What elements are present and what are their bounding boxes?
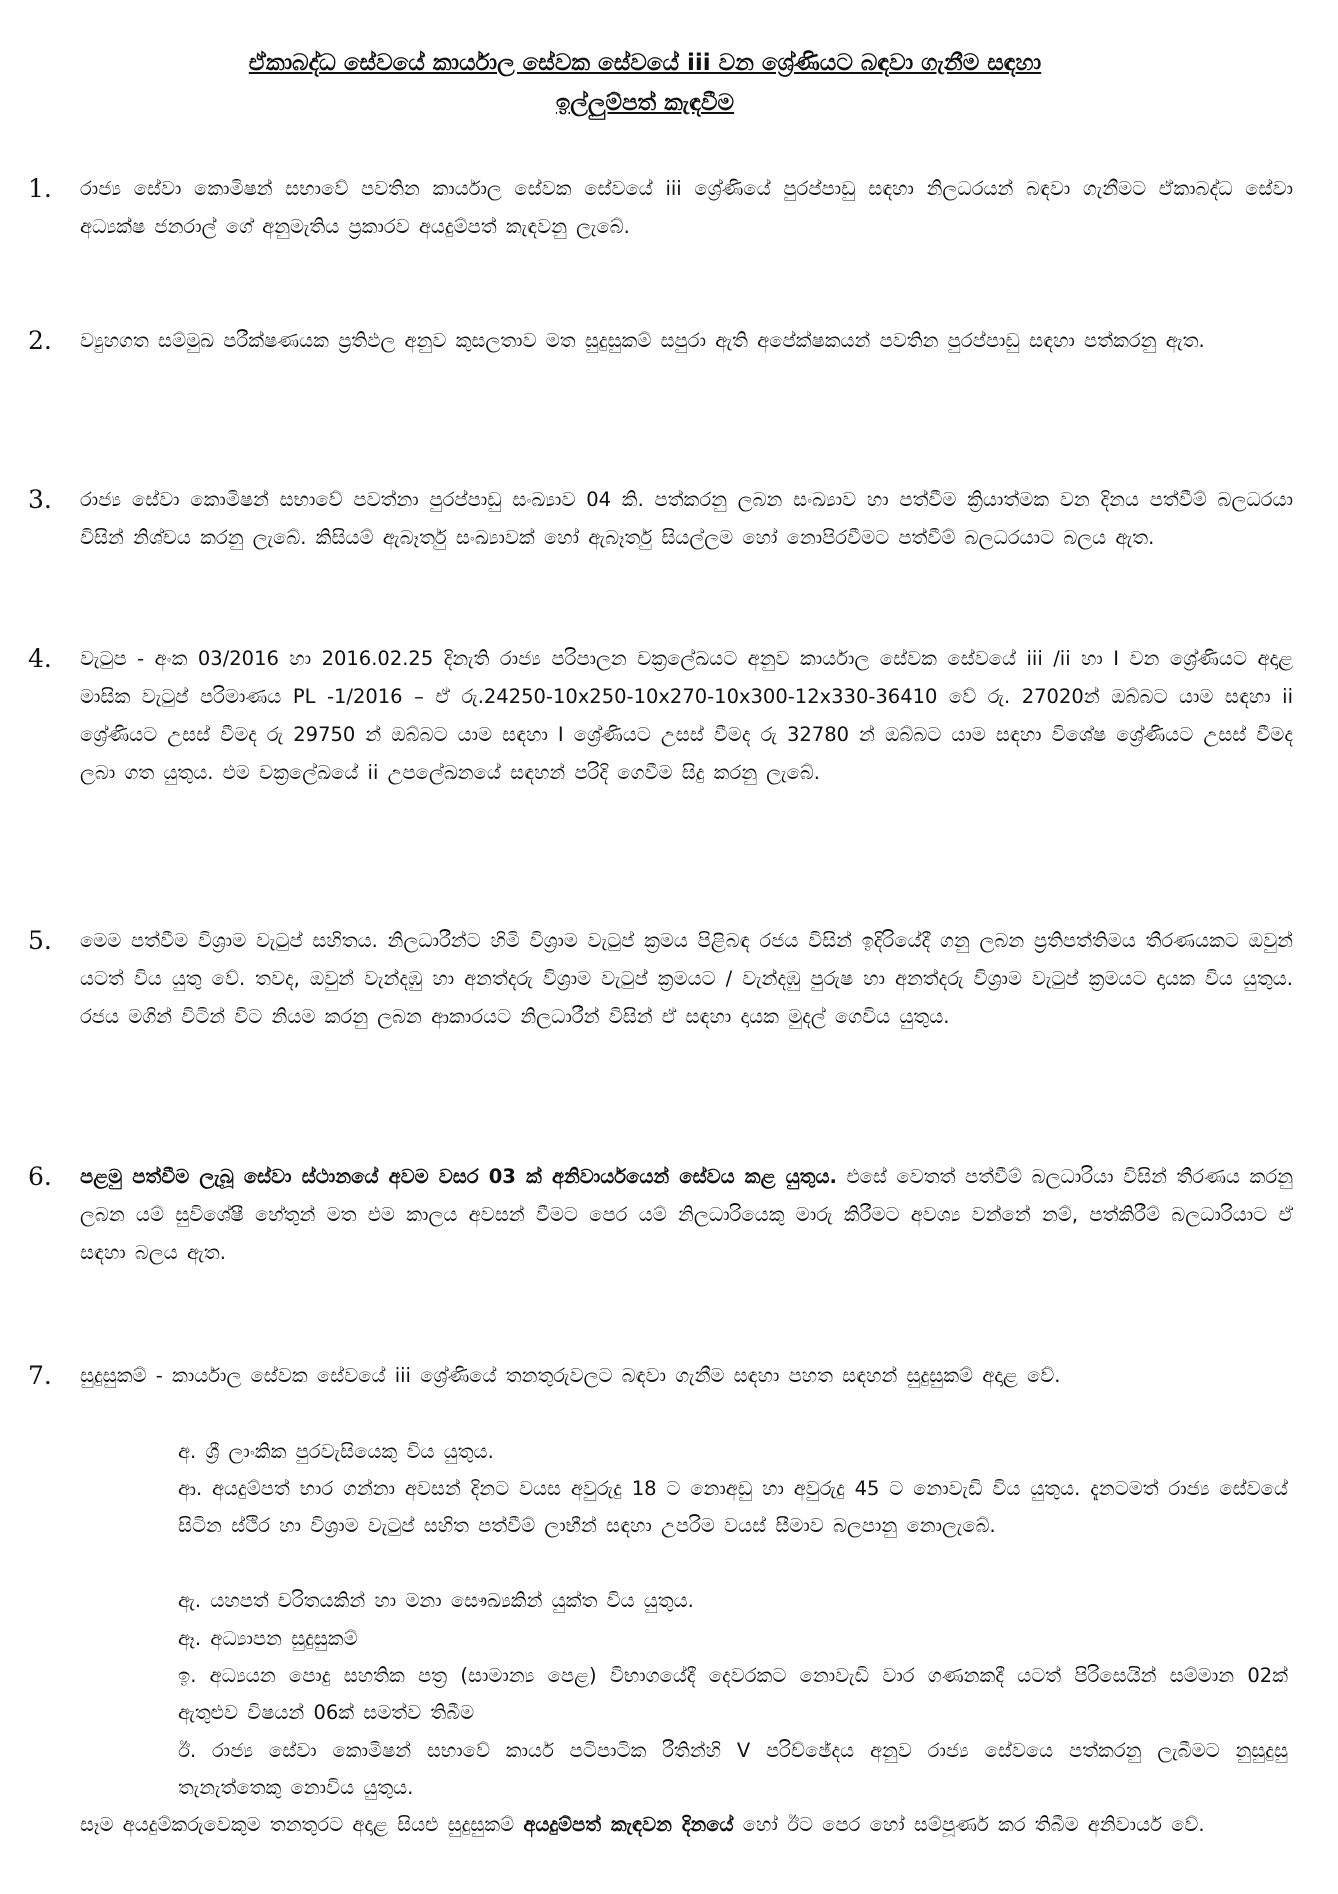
- section-number: 1.: [28, 174, 52, 203]
- section-number: 5.: [28, 926, 52, 955]
- closing-emphasis: අයදුම්පත් කැඳවන දිනයේ: [523, 1813, 734, 1836]
- section-3: [28, 481, 1293, 557]
- section-number: 7.: [28, 1361, 52, 1390]
- section-4: [28, 640, 1293, 792]
- document-title-line-2: ඉල්ලුම්පත් කැඳවීම: [555, 90, 735, 116]
- section-text: සුදුසුකම් - කාර්යාල සේවක සේවයේ iii ශ්‍රේණියේ තනතුරුවලට බඳවා ගැනීම සඳහා පහත සඳහන් සුදුසුකම් අදාළ වේ.: [80, 1364, 1061, 1387]
- qualification-i: ඉ. අධ්‍යයන පොදු සහතික පත්‍ර (සාමාන්‍ය පෙළ) විභාගයේදී දෙවරකට නොවැඩි වාර ගණනකදී යටත් පිරිසෙයින් සම්මාන 02ක් ඇතුළුව විෂයන් 06ක් සමත්ව තිබීම: [178, 1664, 1288, 1724]
- section-text: වැටුප - අංක 03/2016 හා 2016.02.25 දිනැති රාජ්‍ය පරිපාලන චක්‍රලේඛයට අනුව කාර්යාල සේවක සේවයේ iii /ii හා I වන ශ්‍රේණියට අදාළ මාසික වැටුප් පරිමාණය PL -1/2016 – ඒ රු.24250-10x250-10x270-10x300-12x330-36410 වේ රු. 27020න් ඔබ්බට යාම සඳහා ii ශ්‍රේණියට උසස් වීමද රු 29750 න් ඔබ්බට යාම සඳහා I ශ්‍රේණියට උසස් වීමද රු 32780 න් ඔබ්බට යාම සඳහා විශේෂ ශ්‍රේණියට උසස් වීමද ලබා ගත යුතුය. එම චක්‍රලේඛයේ ii උපලේඛනයේ සඳහන් පරිදි ගෙවීම සිදු කරනු ලැබේ.: [80, 647, 1293, 784]
- section-text: රාජ්‍ය සේවා කොමිෂන් සභාවේ පවත්නා පුරප්පාඩු සංඛ්‍යාව 04 කි. පත්කරනු ලබන සංඛ්‍යාව හා පත්වීම ක්‍රියාත්මක වන දිනය පත්වීම් බලධරයා විසින් නිශ්චය කරනු ලැබේ. කිසියම් ඇබෑර්තු සංඛ්‍යාවක් හෝ ඇබෑර්තු සියල්ලම හෝ නොපිරවීමට පත්වීම් බලධරයාට බලය ඇත.: [80, 488, 1293, 549]
- qualification-ae: ඇ. යහපත් චරිතයකින් හා මනා සෞඛ්‍යකින් යුක්ත විය යුතුය.: [178, 1589, 694, 1612]
- qualification-aa: ආ. අයදුම්පත් භාර ගන්නා අවසන් දිනට වයස අවුරුදු 18 ට නොඅඩු හා අවුරුදු 45 ට නොවැඩි විය යුතුය. දැනටමත් රාජ්‍ය සේවයේ සිටින ස්ථිර හා විශ්‍රාම වැටුප් සහිත පත්වීම් ලාභීන් සඳහා උපරිම වයස් සීමාව බලපානු නොලැබේ.: [178, 1477, 1288, 1537]
- section-1: [28, 170, 1293, 246]
- section-7: [28, 1357, 1293, 1395]
- closing-text-end: හෝ ඊට පෙර හෝ සම්පූර්ණ කර තිබීම අනිවාර්ය වේ.: [733, 1813, 1205, 1836]
- mandatory-service-notice: පළමු පත්වීම ලැබූ සේවා ස්ථානයේ අවම වසර 03 ක් අනිවාර්යයෙන් සේවය කළ යුතුය.: [80, 1165, 837, 1188]
- section-text: ව්‍යුහගත සම්මුඛ පරීක්ෂණයක ප්‍රතිඵල අනුව කුසලතාව මත සුදුසුකම් සපුරා ඇති අපේක්ෂකයන් පවතින පුරප්පාඩු සඳහා පත්කරනු ඇත.: [80, 329, 1205, 352]
- qualification-ii: ඊ. රාජ්‍ය සේවා කොමිෂන් සභාවේ කාර්ය පටිපාටික රීතින්හි V පරිච්ඡේදය අනුව රාජ්‍ය සේවයෙ පත්කරනු ලැබීමට නුසුදුසු තැනැත්තෙකු නොවිය යුතුය.: [178, 1739, 1288, 1799]
- section-5: [28, 922, 1293, 1036]
- section-number: 4.: [28, 644, 52, 673]
- document-title-line-1: ඒකාබද්ධ සේවයේ කාර්යාල සේවක සේවයේ iii වන ශ්‍රේණියට බඳවා ගැනීම සඳහා: [248, 50, 1042, 76]
- section-number: 2.: [28, 326, 52, 355]
- closing-text-start: සෑම අයදුම්කරුවෙකුම තනතුරට අදාළ සියළු සුදුසුකම්: [80, 1813, 524, 1836]
- qualification-a: අ. ශ්‍රී ලාංකික පුරවැසියෙකු විය යුතුය.: [178, 1440, 494, 1463]
- section-number: 6.: [28, 1162, 52, 1191]
- section-text: [80, 1158, 1293, 1272]
- section-text-rest: එසේ වෙතත් පත්වීම් බලධාරියා විසින් තීරණය කරනු ලබන යම් සුවිශේෂී හේතුන් මත එම කාලය අවසන් වීමට පෙර යම් නිලධාරියෙකු මාරු කිරීමට අවශ්‍ය වන්නේ නම්, පත්කිරීම් බලධාරියාට ඒ සඳහා බලය ඇත.: [80, 1165, 1293, 1264]
- closing-note: [80, 1806, 1292, 1844]
- section-2: [28, 322, 1293, 360]
- section-6: [28, 1158, 1293, 1272]
- section-text: රාජ්‍ය සේවා කොමිෂන් සභාවේ පවතින කාර්යාල සේවක සේවයේ iii ශ්‍රේණියේ පුරප්පාඩු සඳහා නිලධරයන් බඳවා ගැනීමට ඒකාබද්ධ සේවා අධ්‍යක්ෂ ජනරාල් ගේ අනුමැතිය ප්‍රකාරව අයදුම්පත් කැඳවනු ලැබේ.: [80, 177, 1293, 238]
- qualification-education-heading: ඈ. අධ්‍යාපන සුදුසුකම්: [178, 1627, 358, 1650]
- section-number: 3.: [28, 485, 52, 514]
- section-text: මෙම පත්වීම විශ්‍රාම වැටුප් සහිතය. නිලධාරීන්ට හිමි විශ්‍රාම වැටුප් ක්‍රමය පිළිබඳ රජය විසින් ඉදිරියේදී ගනු ලබන ප්‍රතිපත්තිමය තීරණයකට ඔවුන් යටත් විය යුතු වේ. තවද, ඔවුන් වැන්දඹු හා අනත්දරු විශ්‍රාම වැටුප් ක්‍රමයට / වැන්දඹු පුරුෂ හා අනත්දරු විශ්‍රාම වැටුප් ක්‍රමයට දායක විය යුතුය. රජය මගින් විටින් විට නියම කරනු ලබන ආකාරයට නිලධාරීන් විසින් ඒ සඳහා දායක මුදල් ගෙවිය යුතුය.: [80, 929, 1293, 1028]
